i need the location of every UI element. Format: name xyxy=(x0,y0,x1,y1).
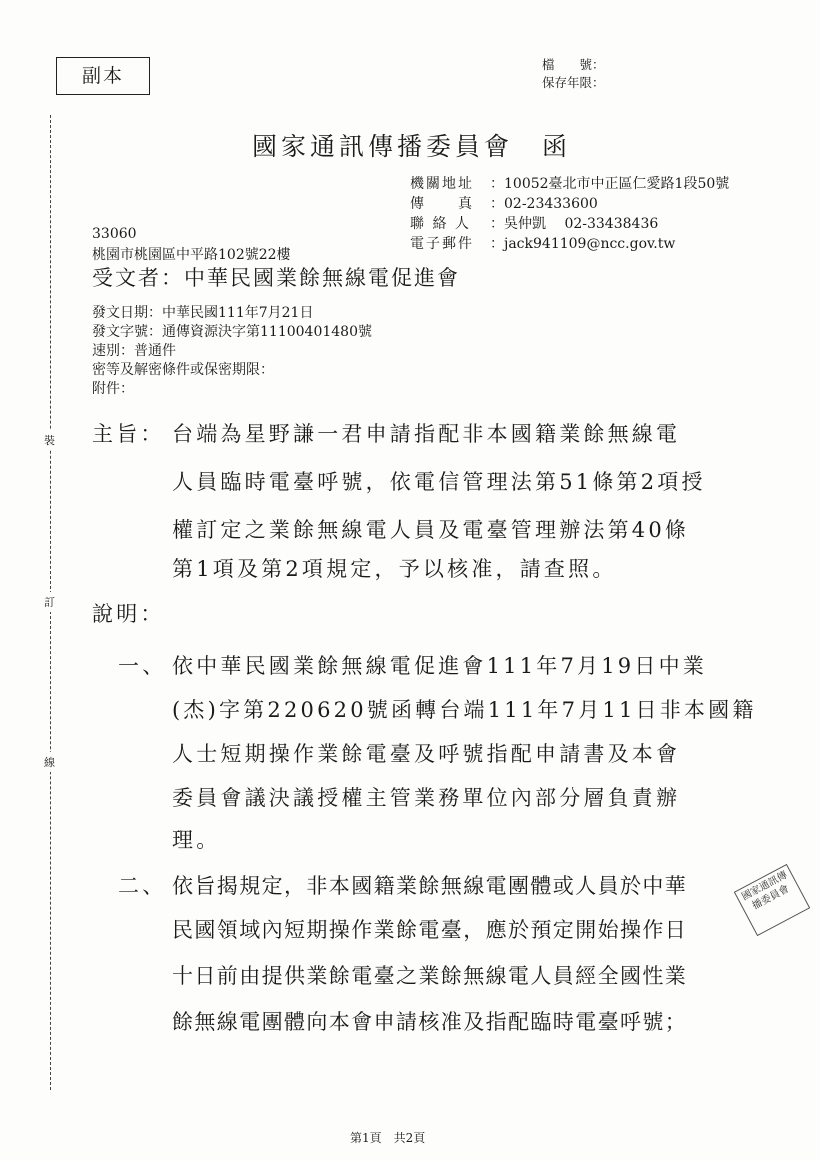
contact-label: 聯 絡 人 xyxy=(410,216,471,232)
contact-label: 機關地址 xyxy=(410,176,474,192)
explanation-line: 依中華民國業餘無線電促進會111年7月19日中業 xyxy=(172,654,707,678)
contact-label: 電子郵件 xyxy=(410,236,474,252)
meta-label: 發文字號： xyxy=(92,324,162,340)
explanation-line: 餘無線電團體向本會申請核准及指配臨時電臺呼號； xyxy=(172,1010,688,1034)
meta-value: 中華民國111年7月21日 xyxy=(162,305,314,321)
explanation-line: 委員會議決議授權主管業務單位內部分層負責辦 xyxy=(172,786,681,810)
attachments xyxy=(92,378,134,398)
page-footer: 第1頁 共2頁 xyxy=(350,1131,426,1145)
explanation-line: 十日前由提供業餘電臺之業餘無線電人員經全國性業 xyxy=(172,964,688,988)
binding-mark-ding: 訂 xyxy=(44,592,55,612)
classification xyxy=(92,359,274,379)
meta-label: 速別： xyxy=(92,343,134,359)
document-number xyxy=(92,321,372,341)
subject-line: 第1項及第2項規定，予以核准，請查照。 xyxy=(172,557,617,581)
contact-fax xyxy=(410,193,598,213)
recipient-postal-code: 33060 xyxy=(92,226,137,242)
meta-value: 普通件 xyxy=(134,343,176,359)
contact-label: 傳 真 xyxy=(410,196,474,212)
subject-line: 台端為星野謙一君申請指配非本國籍業餘無線電 xyxy=(172,422,681,446)
meta-value: 通傳資源決字第11100401480號 xyxy=(162,324,372,340)
file-number-label: 檔 號： xyxy=(542,57,605,72)
contact-person xyxy=(410,213,658,233)
contact-address xyxy=(410,173,729,193)
contact-value: ：jack941109@ncc.gov.tw xyxy=(490,236,676,252)
agency-title: 國家通訊傳播委員會 函 xyxy=(252,132,572,161)
explanation-line: (杰)字第220620號函轉台端111年7月11日非本國籍 xyxy=(172,698,757,722)
explanation-line: 人士短期操作業餘電臺及呼號指配申請書及本會 xyxy=(172,742,681,766)
subject-line: 權訂定之業餘無線電人員及電臺管理辦法第40條 xyxy=(172,518,690,542)
explanation-line: 民國領域內短期操作業餘電臺，應於預定開始操作日 xyxy=(172,918,688,942)
subject-line: 人員臨時電臺呼號，依電信管理法第51條第2項授 xyxy=(172,470,706,494)
binding-mark-xian: 線 xyxy=(44,752,55,772)
issue-date xyxy=(92,302,313,322)
agency-seal-stamp: 國家通訊傳播委員會 xyxy=(734,864,810,936)
contact-value: ：10052臺北市中正區仁愛路1段50號 xyxy=(490,176,730,192)
recipient-address: 桃園市桃園區中平路102號22樓 xyxy=(92,247,291,263)
meta-label: 發文日期： xyxy=(92,305,162,321)
copy-stamp-box: 副本 xyxy=(56,57,150,95)
contact-email xyxy=(410,233,675,253)
subject-label: 主旨： xyxy=(92,422,165,446)
item-marker: 一、 xyxy=(118,654,167,678)
explanation-label: 說明： xyxy=(92,602,165,626)
recipient: 受文者：中華民國業餘無線電促進會 xyxy=(92,266,460,290)
urgency xyxy=(92,340,176,360)
explanation-line: 理。 xyxy=(172,828,221,852)
contact-value: ：吳仲凱 02-33438436 xyxy=(490,216,659,232)
contact-value: ：02-23433600 xyxy=(490,196,598,212)
explanation-line: 依旨揭規定，非本國籍業餘無線電團體或人員於中華 xyxy=(172,874,688,898)
meta-label: 附件： xyxy=(92,381,134,397)
item-marker: 二、 xyxy=(118,874,167,898)
meta-label: 密等及解密條件或保密期限： xyxy=(92,362,274,378)
retention-period-label: 保存年限： xyxy=(542,75,605,90)
binding-mark-zhuang: 裝 xyxy=(44,430,55,450)
